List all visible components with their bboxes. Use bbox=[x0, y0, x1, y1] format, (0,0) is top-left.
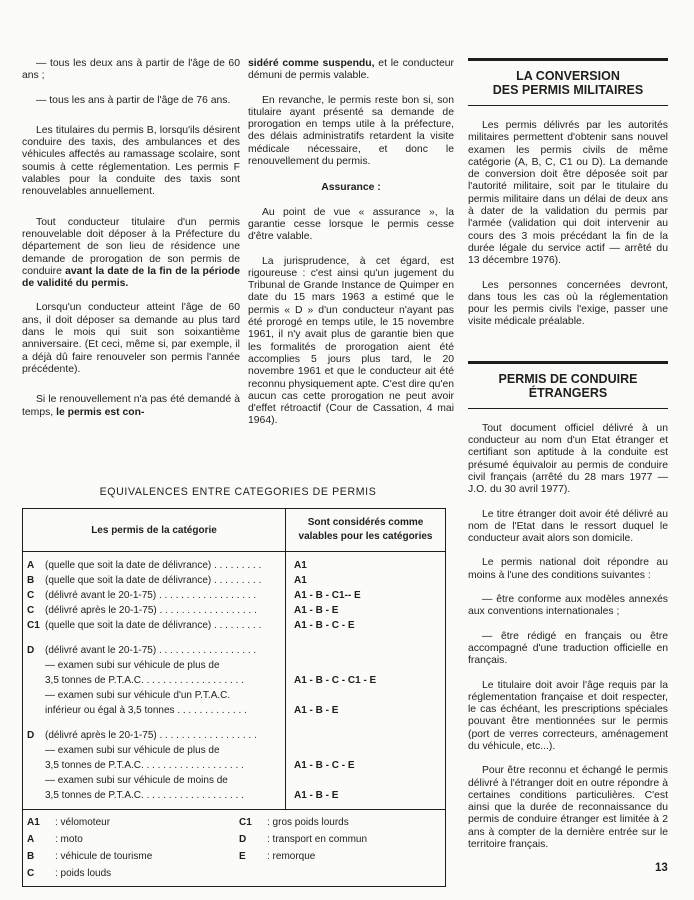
row-category bbox=[23, 758, 45, 773]
table-title: EQUIVALENCES ENTRE CATEGORIES DE PERMIS bbox=[99, 486, 377, 498]
heading-line: DES PERMIS MILITAIRES bbox=[492, 83, 644, 97]
row-description: (délivré après le 20-1-75) . . . . . . . . . . . . . . . . . . bbox=[45, 730, 257, 741]
row-category bbox=[23, 673, 45, 688]
table-row bbox=[23, 658, 285, 673]
legend-code: C1 bbox=[239, 817, 252, 828]
row-category bbox=[23, 788, 45, 803]
legend-label: : remorque bbox=[267, 851, 316, 862]
legend-item bbox=[27, 867, 239, 880]
table-body bbox=[23, 552, 445, 809]
row-category: A bbox=[27, 560, 35, 571]
page-number: 13 bbox=[655, 862, 668, 874]
legend-code: A bbox=[27, 834, 35, 845]
row-description: (quelle que soit la date de délivrance) . . . . . . . . . bbox=[45, 560, 262, 571]
row-category: D bbox=[27, 730, 35, 741]
row-description: (quelle que soit la date de délivrance) . . . . . . . . . bbox=[45, 575, 262, 586]
legend-code bbox=[239, 867, 267, 880]
section-subtitle: Assurance : bbox=[321, 182, 381, 194]
table-row bbox=[23, 603, 285, 618]
legend-label: : véhicule de tourisme bbox=[55, 851, 153, 862]
table-row bbox=[23, 573, 285, 588]
legend-item bbox=[27, 850, 239, 863]
table-row bbox=[23, 773, 285, 788]
table-row bbox=[23, 588, 285, 603]
legend-label: : gros poids lourds bbox=[267, 817, 349, 828]
section-heading-foreign bbox=[468, 361, 668, 409]
section-heading-military bbox=[468, 58, 668, 106]
paragraph: Tout document officiel délivré à un conducteur au nom d'un Etat étranger et certifiant son aptitude à la conduite est présumé équivaloir au permis de conduire civil français (arrêté du 28 mars 1977 — J.O. du 30 avril 1977). bbox=[468, 422, 668, 496]
paragraph: — tous les deux ans à partir de l'âge de 60 ans ; bbox=[22, 58, 240, 82]
row-description: (délivré après le 20-1-75) . . . . . . . . . . . . . . . . . . bbox=[45, 605, 257, 616]
legend-label: : moto bbox=[55, 834, 83, 845]
table-row bbox=[23, 643, 285, 658]
row-valid-categories: A1 bbox=[294, 560, 307, 571]
paragraph-bold: sidéré comme suspendu, bbox=[248, 58, 375, 69]
column-right bbox=[468, 58, 668, 863]
legend-code: D bbox=[239, 834, 247, 845]
column-middle bbox=[248, 58, 454, 440]
row-category bbox=[23, 773, 45, 788]
row-description: 3,5 tonnes de P.T.A.C. . . . . . . . . . . . . . . . . . . bbox=[45, 790, 244, 801]
table-row bbox=[23, 728, 285, 743]
paragraph: — être conforme aux modèles annexés aux conventions internationales ; bbox=[468, 594, 668, 618]
row-description: (délivré avant le 20-1-75) . . . . . . . . . . . . . . . . . . bbox=[45, 590, 257, 601]
row-valid-categories bbox=[294, 643, 445, 658]
table-row bbox=[23, 788, 285, 803]
table-row bbox=[23, 743, 285, 758]
row-valid-categories: A1 - B - E bbox=[294, 790, 339, 801]
paragraph: La jurisprudence, à cet égard, est rigoureuse : c'est ainsi qu'un jugement du Tribunal de Grande Instance de Quimper en date du 15 mars 1963 a estimé que le permis « D » d'un conducteur n'ayant pas été prorogé en temps utile, le 15 novembre 1961, il n'y avait plus de garantie bien que les formalités de prorogation aient été accomplies 5 jours plus tard, le 20 novembre 1961 et que le conducteur ait été reconnu physiquement apte. C'est dire qu'en aucun cas cette prorogation ne peut avoir d'effet rétroactif (Cour de Cassation, 4 mai 1964). bbox=[248, 255, 454, 427]
row-description: inférieur ou égal à 3,5 tonnes . . . . . . . . . . . . . bbox=[45, 705, 247, 716]
row-valid-categories: A1 - B - E bbox=[294, 705, 339, 716]
paragraph: En revanche, le permis reste bon si, son titulaire ayant présenté sa demande de prorogation en temps utile à la préfecture, des délais administratifs retardent la visite médicale nécessaire, et donc le renouvellement du permis. bbox=[248, 94, 454, 168]
legend-code: A1 bbox=[27, 817, 40, 828]
table-row bbox=[23, 558, 285, 573]
row-valid-categories: A1 - B - C - E bbox=[294, 760, 355, 771]
paragraph: Pour être reconnu et échangé le permis délivré à l'étranger doit en outre répondre à certaines conditions particulières. C'est ainsi que la durée de reconnaissance du permis de conduire étranger est limitée à 2 ans à compter de la dernière entrée sur le territoire français. bbox=[468, 765, 668, 851]
row-valid-categories: A1 - B - E bbox=[294, 605, 339, 616]
header-right: Sont considérés comme valables pour les catégories bbox=[298, 517, 433, 542]
row-valid-categories bbox=[294, 728, 445, 743]
row-description: — examen subi sur véhicule d'un P.T.A.C. bbox=[45, 690, 231, 701]
legend-label: : poids louds bbox=[55, 868, 112, 879]
row-category bbox=[23, 688, 45, 703]
paragraph bbox=[22, 394, 240, 419]
paragraph: Le permis national doit répondre au moins à l'une des conditions suivantes : bbox=[468, 557, 668, 581]
row-valid-categories bbox=[294, 658, 445, 673]
row-description: — examen subi sur véhicule de plus de bbox=[45, 745, 220, 756]
table-row bbox=[23, 618, 285, 633]
legend-code: E bbox=[239, 851, 246, 862]
legend-label: : vélomoteur bbox=[55, 817, 111, 828]
legend-item bbox=[27, 816, 239, 829]
table-legend bbox=[23, 809, 445, 886]
table-header bbox=[23, 509, 445, 552]
header-left: Les permis de la catégorie bbox=[23, 509, 286, 551]
legend-code: B bbox=[27, 851, 35, 862]
heading-line: PERMIS DE CONDUIRE bbox=[498, 371, 638, 386]
paragraph bbox=[22, 217, 240, 291]
table-row bbox=[23, 673, 285, 688]
legend-label: : transport en commun bbox=[267, 834, 368, 845]
paragraph: Les permis délivrés par les autorités militaires permettent d'obtenir sans nouvel examen les permis civils de même catégorie (A, B, C, C1 ou D). La demande de conversion doit être déposée soit par l'autorité militaire, soit par le titulaire du permis militaire dans un délai de deux ans à dater de la validation du permis par l'armée (validation qui doit intervenir au cours des 3 mois précédant la fin de la durée légale du service actif — arrêté du 13 décembre 1976). bbox=[468, 120, 668, 267]
column-left bbox=[22, 58, 240, 431]
legend-code: C bbox=[27, 868, 35, 879]
row-category: C bbox=[27, 605, 35, 616]
row-valid-categories: A1 - B - C - C1 - E bbox=[294, 675, 377, 686]
row-valid-categories: A1 - B - C1-- E bbox=[294, 590, 361, 601]
row-description: 3,5 tonnes de P.T.A.C. . . . . . . . . . . . . . . . . . . bbox=[45, 760, 244, 771]
row-description: (quelle que soit la date de délivrance) . . . . . . . . . bbox=[45, 620, 262, 631]
paragraph-text: et le conducteur démuni de permis valable. bbox=[248, 58, 455, 82]
legend-item bbox=[239, 816, 441, 829]
category-column bbox=[23, 552, 286, 809]
table-row bbox=[23, 758, 285, 773]
row-category bbox=[23, 743, 45, 758]
row-category bbox=[23, 658, 45, 673]
paragraph: Au point de vue « assurance », la garantie cesse lorsque le permis cesse d'être valable. bbox=[248, 206, 454, 243]
row-category: C bbox=[27, 590, 35, 601]
row-valid-categories: A1 - B - C - E bbox=[294, 620, 355, 631]
paragraph-text: Si le renouvellement n'a pas été demandé à temps, bbox=[22, 394, 240, 418]
paragraph: Les personnes concernées devront, dans tous les cas où la réglementation pour les permis civils l'exige, passer une visite médicale préalable. bbox=[468, 279, 668, 328]
row-category: C1 bbox=[27, 620, 40, 631]
row-category: B bbox=[27, 575, 35, 586]
row-description: — examen subi sur véhicule de moins de bbox=[45, 775, 228, 786]
paragraph-text: Tout conducteur titulaire d'un permis renouvelable doit déposer à la Préfecture du département de son lieu de résidence une demande de prorogation de son permis de conduire bbox=[22, 216, 240, 277]
paragraph: — être rédigé en français ou être accompagné d'une traduction officielle en français. bbox=[468, 630, 668, 667]
paragraph: Le titre étranger doit avoir été délivré au nom de l'Etat dans le ressort duquel le conducteur avait alors son domicile. bbox=[468, 508, 668, 545]
paragraph: Lorsqu'un conducteur atteint l'âge de 60 ans, il doit déposer sa demande au plus tard dans le mois qui suit son soixantième anniversaire. (Et ceci, même si, par exemple, il a déjà dû faire renouveler son permis l'année précédente). bbox=[22, 302, 240, 375]
table-row bbox=[23, 703, 285, 718]
equivalence-table bbox=[22, 508, 446, 887]
legend-item bbox=[239, 833, 441, 846]
legend-item bbox=[27, 833, 239, 846]
legend-item bbox=[239, 867, 441, 880]
legend-item bbox=[239, 850, 441, 863]
row-category bbox=[23, 703, 45, 718]
row-category: D bbox=[27, 645, 35, 656]
paragraph: — tous les ans à partir de l'âge de 76 ans. bbox=[36, 94, 231, 106]
heading-line: LA CONVERSION bbox=[516, 69, 620, 83]
row-valid-categories bbox=[294, 688, 445, 703]
row-description: (délivré avant le 20-1-75) . . . . . . . . . . . . . . . . . . bbox=[45, 645, 257, 656]
paragraph bbox=[248, 58, 454, 83]
row-valid-categories: A1 bbox=[294, 575, 307, 586]
paragraph: Le titulaire doit avoir l'âge requis par la réglementation française et doit respecter, le cas échéant, les prescriptions spéciales pouvant être mentionnées sur le permis (port de verres correcteurs, aménagement du véhicule, etc...). bbox=[468, 679, 668, 752]
row-valid-categories bbox=[294, 743, 445, 758]
paragraph-bold: avant la date de la fin de la période de validité du permis. bbox=[22, 265, 241, 290]
row-description: 3,5 tonnes de P.T.A.C. . . . . . . . . . . . . . . . . . . bbox=[45, 675, 244, 686]
paragraph-bold: le permis est con- bbox=[56, 406, 145, 418]
valid-for-column bbox=[286, 552, 445, 809]
heading-line: ÉTRANGERS bbox=[528, 385, 608, 400]
paragraph: Les titulaires du permis B, lorsqu'ils désirent conduire des taxis, des ambulances et des véhicules affectés au ramassage scolaire, sont soumis à cette réglementation. Les permis F valables pour la conduite des taxis sont renouvelables annuellement. bbox=[22, 124, 240, 198]
row-valid-categories bbox=[294, 773, 445, 788]
table-row bbox=[23, 688, 285, 703]
row-description: — examen subi sur véhicule de plus de bbox=[45, 660, 220, 671]
